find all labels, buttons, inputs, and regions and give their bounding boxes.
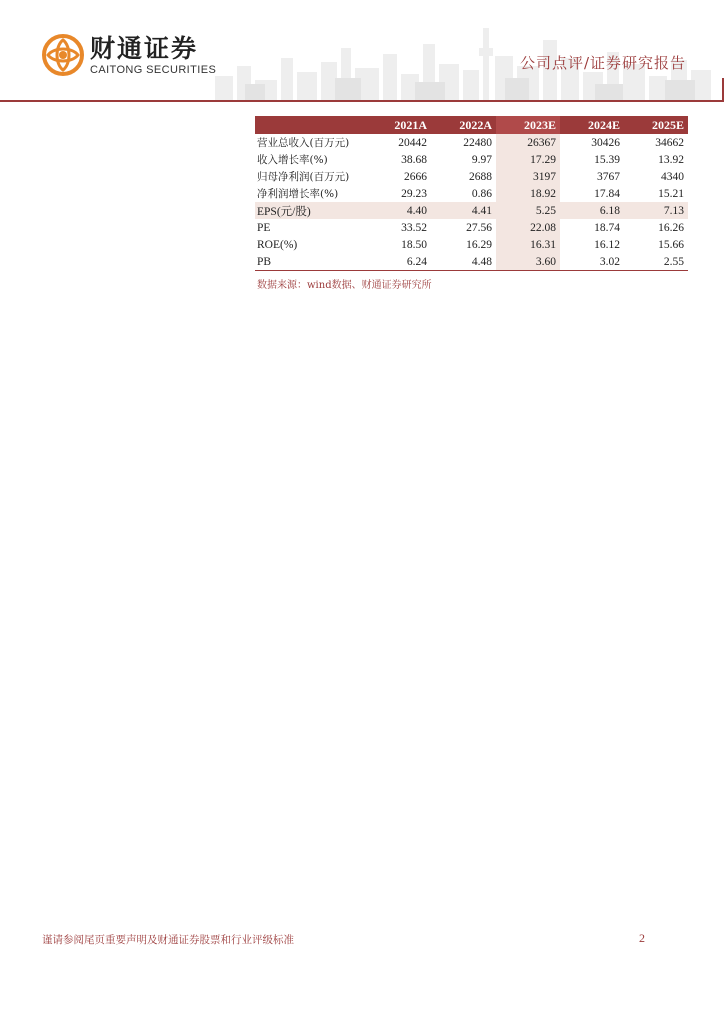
table-cell: 18.50 — [401, 238, 427, 251]
table-cell: 34662 — [655, 136, 684, 149]
table-header-cell — [255, 116, 371, 134]
table-cell: 0.86 — [471, 187, 492, 200]
table-cell: 3.02 — [560, 253, 624, 271]
table-cell: 2.55 — [624, 253, 688, 271]
table-header-cell: 2021A — [371, 116, 431, 134]
table-cell: 7.13 — [624, 202, 688, 219]
table-cell: 16.31 — [496, 236, 560, 253]
logo-english-name: CAITONG SECURITIES — [90, 63, 217, 76]
table-header-cell: 2024E — [560, 116, 624, 134]
row-label: 净利润增长率(%) — [257, 188, 339, 200]
table-cell: 15.66 — [658, 238, 684, 251]
table-cell: 13.92 — [658, 153, 684, 166]
table-cell: 4.40 — [371, 202, 431, 219]
row-label: 收入增长率(%) — [257, 154, 328, 166]
table-cell: 4340 — [661, 170, 684, 183]
table-cell: 20442 — [398, 136, 427, 149]
financial-forecast-table — [255, 116, 688, 271]
table-header-row — [255, 116, 688, 134]
row-label: 营业总收入(百万元) — [257, 137, 350, 149]
table-cell: 2666 — [404, 170, 427, 183]
table-cell: 6.24 — [371, 253, 431, 271]
table-row — [255, 202, 688, 219]
table-cell: 2688 — [469, 170, 492, 183]
table-cell: 33.52 — [401, 221, 427, 234]
table-header-cell: 2023E — [496, 116, 560, 134]
table-cell: 29.23 — [401, 187, 427, 200]
table-cell: 18.92 — [496, 185, 560, 202]
table-cell: 3.60 — [496, 253, 560, 271]
logo-chinese-name: 财通证券 — [90, 33, 199, 63]
table-cell: 16.26 — [658, 221, 684, 234]
table-row — [255, 219, 688, 236]
table-header-cell: 2022A — [431, 116, 496, 134]
table-row — [255, 185, 688, 202]
table-cell: 3197 — [496, 168, 560, 185]
table-cell: 4.48 — [431, 253, 496, 271]
table-row — [255, 253, 688, 271]
table-row — [255, 134, 688, 151]
table-row — [255, 236, 688, 253]
table-cell: 38.68 — [401, 153, 427, 166]
header-divider — [0, 100, 724, 102]
table-cell: 17.84 — [594, 187, 620, 200]
table-cell: 26367 — [496, 134, 560, 151]
row-label: ROE(%) — [257, 238, 298, 251]
table-cell: 3767 — [597, 170, 620, 183]
table-cell: 27.56 — [466, 221, 492, 234]
table-cell: 18.74 — [594, 221, 620, 234]
table-cell: 17.29 — [496, 151, 560, 168]
table-row — [255, 151, 688, 168]
table-header-cell: 2025E — [624, 116, 688, 134]
table-cell: 16.29 — [466, 238, 492, 251]
table-row — [255, 168, 688, 185]
table-cell: 22480 — [463, 136, 492, 149]
table-cell: 4.41 — [431, 202, 496, 219]
row-label: PB — [255, 253, 371, 271]
company-logo — [42, 34, 216, 76]
table-cell: 9.97 — [471, 153, 492, 166]
row-label: 归母净利润(百万元) — [257, 171, 350, 183]
table-cell: 16.12 — [594, 238, 620, 251]
table-cell: 5.25 — [496, 202, 560, 219]
caitong-logo-icon — [42, 34, 84, 76]
row-label: EPS(元/股) — [255, 202, 371, 219]
table-cell: 15.39 — [594, 153, 620, 166]
table-cell: 22.08 — [496, 219, 560, 236]
row-label: PE — [257, 221, 271, 234]
data-source-note: 数据来源：wind数据、财通证券研究所 — [257, 280, 432, 291]
footer-disclaimer: 谨请参阅尾页重要声明及财通证券股票和行业评级标准 — [42, 934, 294, 946]
report-type-label: 公司点评/证券研究报告 — [519, 54, 686, 72]
table-cell: 6.18 — [560, 202, 624, 219]
page-number: 2 — [639, 931, 645, 945]
table-cell: 30426 — [591, 136, 620, 149]
table-cell: 15.21 — [658, 187, 684, 200]
page-header — [0, 0, 724, 104]
